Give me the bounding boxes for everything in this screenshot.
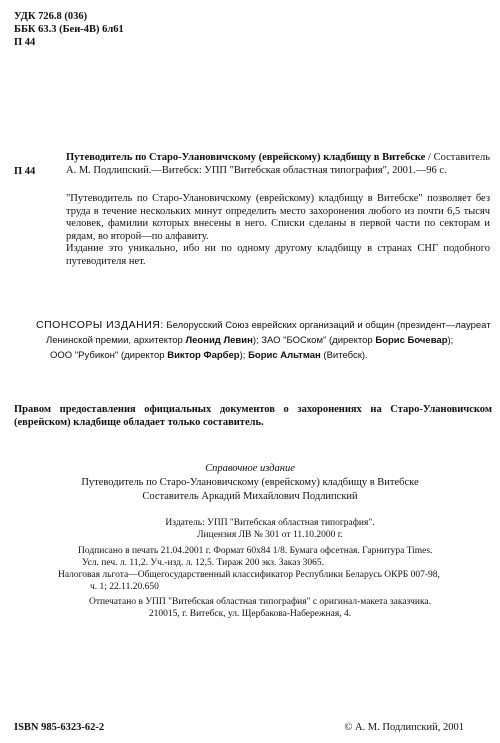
- sponsors-line-2: [36, 333, 491, 348]
- publisher-line-1: Издатель: УПП "Витебская областная типография".: [165, 518, 375, 528]
- bbk-code: ББК 63.3 (Беи-4В) 6л61: [14, 24, 124, 35]
- author-sign: П 44: [14, 37, 36, 48]
- sponsor-name: Виктор Фарбер: [167, 350, 240, 361]
- sponsors-line-3: [36, 348, 491, 363]
- edition-type: [0, 462, 500, 475]
- print-data-line-4: ч. 1; 22.11.20.650: [90, 582, 159, 592]
- publisher-line-2: Лицензия ЛВ № 301 от 11.10.2000 г.: [197, 530, 343, 540]
- rights-notice: Правом предоставления официальных документов о захоронениях на Старо-Улановичском (еврейском) кладбище обладает только составитель.: [14, 404, 492, 428]
- imprint-title: Путеводитель по Старо-Улановичскому (еврейскому) кладбищу в Витебске: [81, 477, 419, 488]
- sponsor-name: Борис Бочевар: [375, 335, 448, 346]
- print-data-line-2: Усл. печ. л. 11,2. Уч.-изд. л. 12,5. Тираж 200 экз. Заказ 3065.: [82, 558, 324, 568]
- compiler-label: Составитель: [142, 491, 202, 502]
- print-data-line-3: Налоговая льгота—Общегосударственный классификатор Республики Беларусь ОКРБ 007-98,: [58, 570, 440, 580]
- annotation: [66, 193, 490, 269]
- sponsor-text: Ленинской премии, архитектор: [46, 335, 186, 346]
- bibliographic-record: [66, 151, 490, 177]
- sponsor-text: ); ЗАО "БОСком" (директор: [252, 335, 376, 346]
- bibliographic-details: / Составитель А. М. Подлипский.—Витебск: УПП "Витебская областная типография", 2001.—96 с.: [66, 152, 490, 176]
- sponsors-line-1: [36, 318, 491, 333]
- sponsor-text: Белорусский Союз еврейских организаций и общин (президент—лауреат: [163, 320, 491, 331]
- sponsor-text: (Витебск).: [320, 350, 368, 361]
- printed-at-line-1: Отпечатано в УПП "Витебская областная типография" с оригинал-макета заказчика.: [88, 597, 432, 607]
- printed-at-line-2: 210015, г. Витебск, ул. Щербакова-Набережная, 4.: [148, 609, 352, 619]
- copyright: © А. М. Подлипский, 2001: [344, 722, 464, 733]
- catalog-code: П 44: [14, 166, 36, 177]
- print-data: [58, 545, 440, 593]
- sponsor-text: );: [239, 350, 249, 361]
- sponsors-block: [36, 318, 491, 363]
- sponsor-name: Борис Альтман: [248, 350, 321, 361]
- sponsor-text: );: [447, 335, 454, 346]
- annotation-paragraph-2: Издание это уникально, ибо ни по одному другому кладбищу в странах СНГ подобного путеводителя нет.: [66, 243, 490, 267]
- annotation-paragraph-1: "Путеводитель по Старо-Улановичскому (еврейскому) кладбищу в Витебске" позволяет без труда в течение нескольких минут определить место захоронения любого из почти 6,5 тысяч человек, фамилии которых внесены в него. Списки сделаны в первой части по секторам и рядам, во второй—по алфавиту.: [66, 193, 490, 242]
- classification-block: [14, 10, 124, 49]
- book-title: Путеводитель по Старо-Улановичскому (еврейскому) кладбищу в Витебске: [66, 152, 426, 163]
- compiler-name: Аркадий Михайлович Подлипский: [201, 491, 358, 502]
- sponsor-name: Леонид Левин: [185, 335, 253, 346]
- print-data-line-1: Подписано в печать 21.04.2001 г. Формат 60х84 1/8. Бумага офсетная. Гарнитура Times.: [78, 546, 433, 556]
- sponsors-heading: СПОНСОРЫ ИЗДАНИЯ:: [36, 319, 164, 331]
- udk-code: УДК 726.8 (036): [14, 11, 88, 22]
- imprint-compiler: [0, 490, 500, 503]
- isbn: ISBN 985-6323-62-2: [14, 722, 105, 733]
- edition-type-text: Справочное издание: [205, 463, 295, 474]
- sponsor-text: ООО "Рубикон" (директор: [50, 350, 168, 361]
